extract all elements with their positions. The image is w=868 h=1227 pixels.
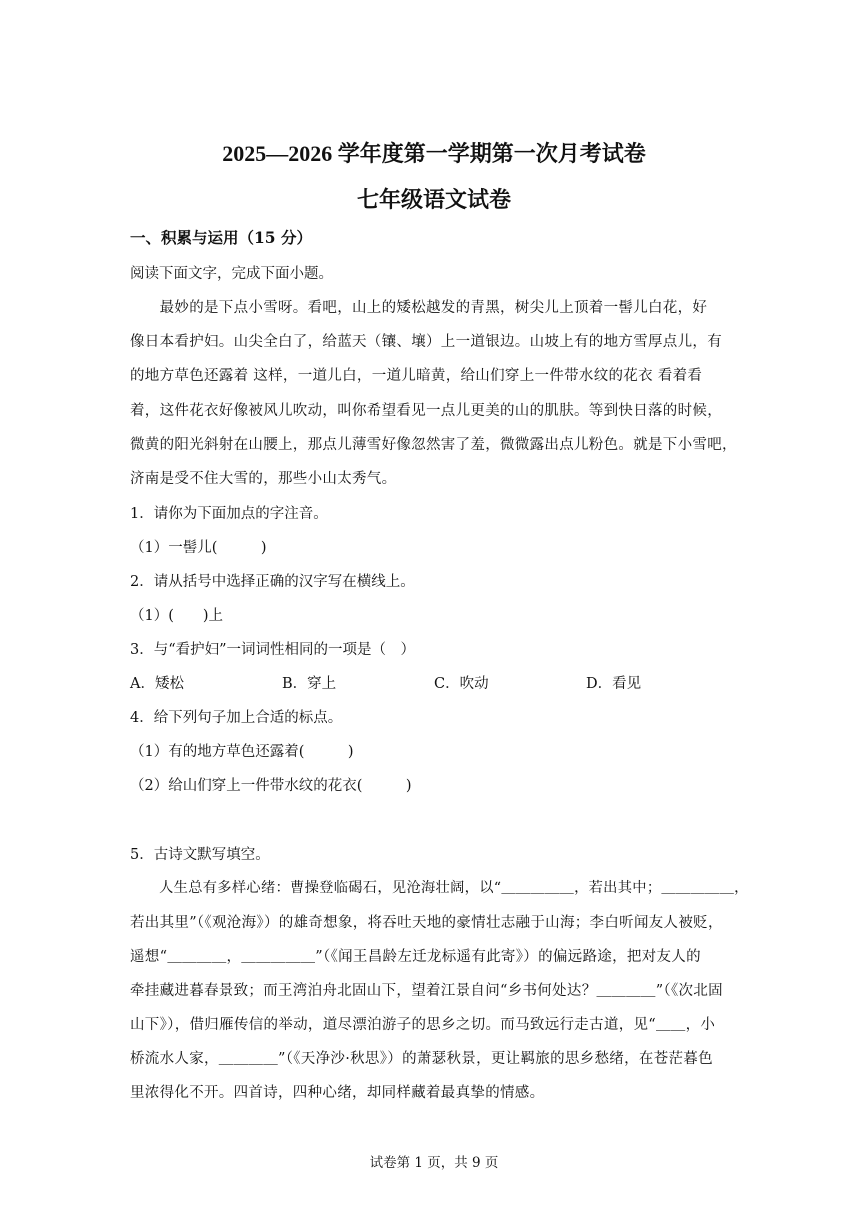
question-3: 3．与“看护妇”一词词性相同的一项是（ ） <box>130 642 416 658</box>
option-b: B．穿上 <box>282 676 337 692</box>
poem-fill-line: 人生总有多样心绪：曹操登临碣石，见沧海壮阔，以“＿＿＿＿＿，若出其中；＿＿＿＿＿， <box>130 880 749 896</box>
question-5: 5．古诗文默写填空。 <box>130 847 270 863</box>
instruction-text: 阅读下面文字，完成下面小题。 <box>130 266 333 282</box>
section-heading: 一、积累与运用（15 分） <box>130 228 312 247</box>
question-2-item: （1）( )上 <box>130 608 224 624</box>
question-1-item: （1）一髻儿( ) <box>130 540 267 556</box>
poem-fill-line: 桥流水人家，＿＿＿＿”（《天净沙·秋思》）的萧瑟秋景，更让羁旅的思乡愁绪，在苍茫暮色 <box>130 1051 713 1067</box>
page-footer: 试卷第 1 页，共 9 页 <box>369 1155 499 1171</box>
question-4-item: （1）有的地方草色还露着( ) <box>130 744 354 760</box>
passage-line: 着，这件花衣好像被风儿吹动，叫你希望看见一点儿更美的山的肌肤。等到快日落的时候， <box>130 403 722 419</box>
question-4: 4．给下列句子加上合适的标点。 <box>130 710 343 726</box>
option-c: C．吹动 <box>434 676 489 692</box>
passage-line: 的地方草色还露着 这样，一道儿白，一道儿暗黄，给山们穿上一件带水纹的花衣 看着看 <box>130 368 703 384</box>
option-a: A．矮松 <box>130 676 184 692</box>
passage-line: 像日本看护妇。山尖全白了，给蓝天（镶、壤）上一道银边。山坡上有的地方雪厚点儿，有 <box>130 334 722 350</box>
passage-line: 最妙的是下点小雪呀。看吧，山上的矮松越发的青黑，树尖儿上顶着一髻儿白花，好 <box>130 300 708 316</box>
exam-subtitle: 七年级语文试卷 <box>356 187 511 212</box>
question-2: 2．请从括号中选择正确的汉字写在横线上。 <box>130 574 415 590</box>
option-d: D．看见 <box>586 676 642 692</box>
passage-line: 微黄的阳光斜射在山腰上，那点儿薄雪好像忽然害了羞，微微露出点儿粉色。就是下小雪吧， <box>130 437 737 453</box>
poem-fill-line: 里浓得化不开。四首诗，四种心绪，却同样藏着最真挚的情感。 <box>130 1085 545 1101</box>
passage-line: 济南是受不住大雪的，那些小山太秀气。 <box>130 471 397 487</box>
question-1: 1．请你为下面加点的字注音。 <box>130 506 328 522</box>
poem-fill-line: 牵挂藏进暮春景致；而王湾泊舟北固山下，望着江景自问“乡书何处达？＿＿＿＿”（《次北固 <box>130 983 723 999</box>
poem-fill-line: 若出其里”（《观沧海》）的雄奇想象，将吞吐天地的豪情壮志融于山海；李白听闻友人被贬， <box>130 915 723 931</box>
poem-fill-line: 遥想“＿＿＿＿，＿＿＿＿＿”（《闻王昌龄左迁龙标遥有此寄》）的偏远路途，把对友人的 <box>130 949 701 965</box>
exam-title: 2025—2026 学年度第一学期第一次月考试卷 <box>222 141 646 166</box>
poem-fill-line: 山下》），借归雁传信的举动，道尽漂泊游子的思乡之切。而马致远行走古道，见“＿＿，小 <box>130 1017 716 1033</box>
question-4-item: （2）给山们穿上一件带水纹的花衣( ) <box>130 778 412 794</box>
